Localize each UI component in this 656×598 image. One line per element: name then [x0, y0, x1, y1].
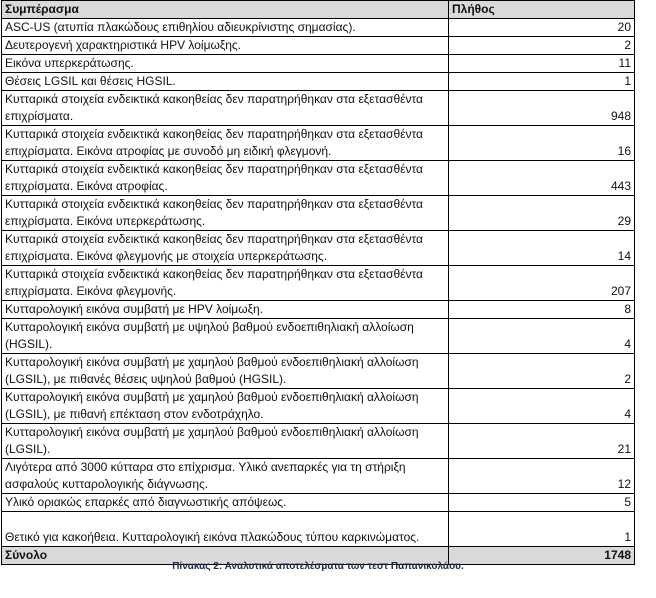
row-count: 4 — [449, 389, 635, 424]
row-conclusion: Κυτταρολογική εικόνα συμβατή με HPV λοίμωξη. — [2, 301, 449, 319]
table-row — [2, 389, 635, 424]
row-conclusion: Κυτταρικά στοιχεία ενδεικτικά κακοηθείας δεν παρατηρήθηκαν στα εξετασθέντα επιχρίσματα. Εικόνα ατροφίας με συνοδό μη ειδική φλεγμονή. — [2, 126, 449, 161]
row-count: 207 — [449, 266, 635, 301]
row-conclusion: Κυτταρικά στοιχεία ενδεικτικά κακοηθείας δεν παρατηρήθηκαν στα εξετασθέντα επιχρίσματα. Εικόνα φλεγμονής με στοιχεία υπερκεράτωσης. — [2, 231, 449, 266]
table-row — [2, 512, 635, 547]
table-row — [2, 55, 635, 73]
row-conclusion: Εικόνα υπερκεράτωσης. — [2, 55, 449, 73]
row-conclusion: Κυτταρικά στοιχεία ενδεικτικά κακοηθείας δεν παρατηρήθηκαν στα εξετασθέντα επιχρίσματα. — [2, 91, 449, 126]
row-count: 14 — [449, 231, 635, 266]
row-conclusion: Κυτταρολογική εικόνα συμβατή με χαμηλού βαθμού ενδοεπιθηλιακή αλλοίωση (LGSIL), με πιθανή επέκταση στον ενδοτράχηλο. — [2, 389, 449, 424]
row-count: 5 — [449, 494, 635, 512]
total-count: 1748 — [449, 547, 635, 565]
row-conclusion: ASC-US (ατυπία πλακώδους επιθηλίου αδιευκρίνιστης σημασίας). — [2, 19, 449, 37]
row-conclusion: Υλικό οριακώς επαρκές από διαγνωστικής απόψεως. — [2, 494, 449, 512]
row-conclusion: Δευτερογενή χαρακτηριστικά HPV λοίμωξης. — [2, 37, 449, 55]
row-conclusion: Κυτταρολογική εικόνα συμβατή με χαμηλού βαθμού ενδοεπιθηλιακή αλλοίωση (LGSIL), με πιθανές θέσεις υψηλού βαθμού (HGSIL). — [2, 354, 449, 389]
row-count: 8 — [449, 301, 635, 319]
row-count: 443 — [449, 161, 635, 196]
table-row — [2, 459, 635, 494]
row-count: 21 — [449, 424, 635, 459]
table-row — [2, 19, 635, 37]
row-conclusion: Θετικό για κακοήθεια. Κυτταρολογική εικόνα πλακώδους τύπου καρκινώματος. — [2, 512, 449, 547]
table-row — [2, 73, 635, 91]
table-row — [2, 161, 635, 196]
table-row — [2, 424, 635, 459]
table-row — [2, 301, 635, 319]
row-conclusion: Κυτταρολογική εικόνα συμβατή με χαμηλού βαθμού ενδοεπιθηλιακή αλλοίωση (LGSIL). — [2, 424, 449, 459]
row-conclusion: Κυτταρικά στοιχεία ενδεικτικά κακοηθείας δεν παρατηρήθηκαν στα εξετασθέντα επιχρίσματα. Εικόνα υπερκεράτωσης. — [2, 196, 449, 231]
row-count: 2 — [449, 37, 635, 55]
table-row — [2, 126, 635, 161]
pap-test-results-table — [1, 0, 635, 565]
table-row — [2, 319, 635, 354]
header-conclusion: Συμπέρασμα — [2, 1, 449, 19]
row-conclusion: Κυτταρολογική εικόνα συμβατή με υψηλού βαθμού ενδοεπιθηλιακή αλλοίωση (HGSIL). — [2, 319, 449, 354]
row-conclusion: Κυτταρικά στοιχεία ενδεικτικά κακοηθείας δεν παρατηρήθηκαν στα εξετασθέντα επιχρίσματα. Εικόνα ατροφίας. — [2, 161, 449, 196]
table-row — [2, 354, 635, 389]
row-count: 16 — [449, 126, 635, 161]
table-row — [2, 37, 635, 55]
table-row — [2, 196, 635, 231]
row-conclusion: Θέσεις LGSIL και θέσεις HGSIL. — [2, 73, 449, 91]
row-count: 29 — [449, 196, 635, 231]
row-conclusion: Λιγότερα από 3000 κύτταρα στο επίχρισμα. Υλικό ανεπαρκές για τη στήριξη ασφαλούς κυτταρολογικής διάγνωσης. — [2, 459, 449, 494]
results-table-container — [1, 0, 634, 565]
header-count: Πλήθος — [449, 1, 635, 19]
table-row — [2, 231, 635, 266]
row-count: 12 — [449, 459, 635, 494]
table-header-row — [2, 1, 635, 19]
table-row — [2, 91, 635, 126]
row-count: 1 — [449, 73, 635, 91]
row-count: 20 — [449, 19, 635, 37]
row-count: 11 — [449, 55, 635, 73]
total-label: Σύνολο — [2, 547, 449, 565]
row-count: 2 — [449, 354, 635, 389]
table-row — [2, 266, 635, 301]
row-count: 1 — [449, 512, 635, 547]
table-row — [2, 494, 635, 512]
table-body — [2, 19, 635, 547]
row-count: 4 — [449, 319, 635, 354]
table-caption: Πίνακας 2: Αναλυτικά αποτελέσματα των τεστ Παπανικολάου. — [172, 561, 464, 572]
row-conclusion: Κυτταρικά στοιχεία ενδεικτικά κακοηθείας δεν παρατηρήθηκαν στα εξετασθέντα επιχρίσματα. Εικόνα φλεγμονής. — [2, 266, 449, 301]
row-count: 948 — [449, 91, 635, 126]
